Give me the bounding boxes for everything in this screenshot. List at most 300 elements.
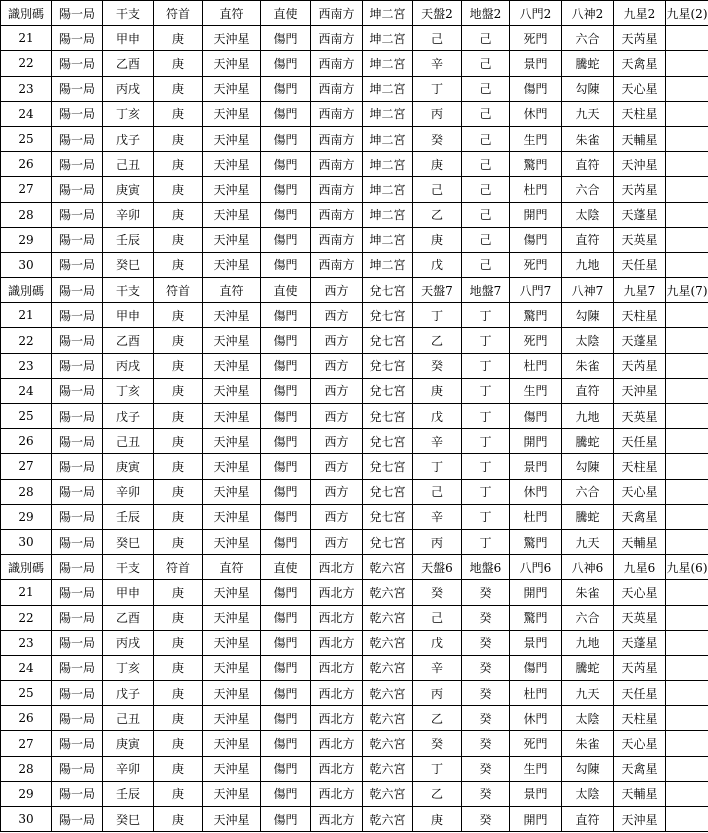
table-cell: 乙	[413, 328, 462, 353]
table-cell	[666, 807, 708, 832]
table-cell: 己	[413, 26, 462, 51]
table-cell: 騰蛇	[562, 504, 614, 529]
table-row	[1, 303, 708, 328]
table-cell: 庚	[154, 404, 203, 429]
table-cell: 癸	[413, 353, 462, 378]
table-cell: 西方	[311, 454, 363, 479]
header-cell: 直使	[261, 555, 311, 580]
table-cell: 天柱星	[614, 706, 666, 731]
header-cell: 九星6	[614, 555, 666, 580]
table-cell: 庚	[154, 781, 203, 806]
table-cell: 勾陳	[562, 756, 614, 781]
header-cell: 直符	[203, 278, 261, 303]
table-row	[1, 227, 708, 252]
table-cell: 27	[1, 731, 52, 756]
table-cell: 陽一局	[52, 479, 103, 504]
table-cell	[666, 479, 708, 504]
table-row	[1, 454, 708, 479]
table-row	[1, 126, 708, 151]
table-cell: 陽一局	[52, 126, 103, 151]
table-cell: 陽一局	[52, 807, 103, 832]
table-cell: 傷門	[261, 126, 311, 151]
header-cell: 符首	[154, 555, 203, 580]
table-row	[1, 404, 708, 429]
header-cell: 直使	[261, 1, 311, 26]
table-cell	[666, 126, 708, 151]
table-cell	[666, 51, 708, 76]
table-cell: 西方	[311, 429, 363, 454]
table-cell: 景門	[510, 51, 562, 76]
table-body	[1, 1, 708, 832]
table-cell: 天輔星	[614, 126, 666, 151]
table-cell: 丙戌	[103, 353, 154, 378]
table-cell: 戊子	[103, 126, 154, 151]
table-cell: 九天	[562, 101, 614, 126]
table-cell: 陽一局	[52, 152, 103, 177]
table-cell: 天沖星	[203, 807, 261, 832]
table-cell: 陽一局	[52, 781, 103, 806]
table-cell: 西方	[311, 529, 363, 554]
table-cell: 庚	[154, 454, 203, 479]
header-cell: 天盤6	[413, 555, 462, 580]
table-cell: 騰蛇	[562, 655, 614, 680]
table-cell	[666, 630, 708, 655]
table-cell: 庚	[154, 429, 203, 454]
table-cell: 天沖星	[203, 328, 261, 353]
table-cell	[666, 26, 708, 51]
table-cell: 太陰	[562, 706, 614, 731]
header-cell: 干支	[103, 278, 154, 303]
table-cell: 坤二宮	[363, 126, 413, 151]
table-cell	[666, 227, 708, 252]
table-cell: 天任星	[614, 681, 666, 706]
table-row	[1, 202, 708, 227]
table-cell: 西方	[311, 504, 363, 529]
table-cell: 西南方	[311, 227, 363, 252]
table-cell: 庚	[154, 252, 203, 277]
table-cell: 傷門	[261, 101, 311, 126]
header-cell: 八門6	[510, 555, 562, 580]
table-cell	[666, 605, 708, 630]
table-cell: 癸	[462, 630, 510, 655]
table-cell: 西北方	[311, 781, 363, 806]
table-cell: 傷門	[261, 605, 311, 630]
table-cell: 西南方	[311, 252, 363, 277]
table-cell: 九地	[562, 252, 614, 277]
table-cell: 庚	[154, 227, 203, 252]
table-row	[1, 529, 708, 554]
table-cell: 天柱星	[614, 454, 666, 479]
table-row	[1, 76, 708, 101]
table-cell: 太陰	[562, 328, 614, 353]
table-cell: 乾六宮	[363, 807, 413, 832]
header-cell: 地盤7	[462, 278, 510, 303]
table-cell: 庚	[154, 479, 203, 504]
table-cell: 坤二宮	[363, 152, 413, 177]
table-cell: 24	[1, 655, 52, 680]
table-row	[1, 504, 708, 529]
table-cell: 天沖星	[203, 731, 261, 756]
table-cell: 庚	[413, 807, 462, 832]
table-cell: 陽一局	[52, 252, 103, 277]
table-cell: 傷門	[261, 807, 311, 832]
table-cell: 傷門	[261, 252, 311, 277]
table-cell: 25	[1, 404, 52, 429]
table-cell: 六合	[562, 26, 614, 51]
table-cell: 坤二宮	[363, 202, 413, 227]
table-cell: 天沖星	[203, 580, 261, 605]
table-cell: 24	[1, 378, 52, 403]
table-cell: 23	[1, 76, 52, 101]
table-cell	[666, 580, 708, 605]
table-cell: 丁	[462, 353, 510, 378]
table-cell: 庚	[413, 152, 462, 177]
table-row	[1, 26, 708, 51]
table-row	[1, 781, 708, 806]
table-cell: 天沖星	[203, 681, 261, 706]
table-row	[1, 605, 708, 630]
table-cell: 杜門	[510, 177, 562, 202]
header-cell: 八神2	[562, 1, 614, 26]
table-cell: 庚	[154, 706, 203, 731]
table-cell: 西方	[311, 404, 363, 429]
table-cell: 辛	[413, 655, 462, 680]
header-cell: 符首	[154, 278, 203, 303]
table-cell: 景門	[510, 454, 562, 479]
table-cell: 陽一局	[52, 529, 103, 554]
table-cell: 丁	[413, 303, 462, 328]
table-cell	[666, 404, 708, 429]
table-row	[1, 177, 708, 202]
table-cell: 兌七宮	[363, 378, 413, 403]
table-cell: 丙戌	[103, 630, 154, 655]
table-cell: 兌七宮	[363, 353, 413, 378]
table-cell: 六合	[562, 479, 614, 504]
table-cell: 天芮星	[614, 26, 666, 51]
table-cell: 癸	[462, 731, 510, 756]
table-cell: 己	[462, 51, 510, 76]
table-cell: 陽一局	[52, 76, 103, 101]
header-cell: 九星(2)	[666, 1, 708, 26]
table-cell: 陽一局	[52, 731, 103, 756]
table-cell: 己	[413, 605, 462, 630]
table-cell: 28	[1, 202, 52, 227]
table-cell: 甲申	[103, 26, 154, 51]
table-cell: 癸	[462, 580, 510, 605]
table-cell: 傷門	[261, 177, 311, 202]
table-cell: 乾六宮	[363, 681, 413, 706]
table-cell: 傷門	[261, 378, 311, 403]
table-cell: 天蓬星	[614, 202, 666, 227]
table-cell: 陽一局	[52, 51, 103, 76]
table-cell: 天沖星	[203, 529, 261, 554]
table-cell: 傷門	[261, 227, 311, 252]
header-cell: 直符	[203, 1, 261, 26]
table-cell: 西北方	[311, 605, 363, 630]
table-cell: 天心星	[614, 76, 666, 101]
table-cell: 傷門	[261, 706, 311, 731]
table-cell: 27	[1, 177, 52, 202]
table-cell: 丁	[462, 479, 510, 504]
table-cell: 天心星	[614, 731, 666, 756]
table-cell: 景門	[510, 630, 562, 655]
table-cell: 癸	[413, 580, 462, 605]
table-cell: 西北方	[311, 681, 363, 706]
table-cell: 驚門	[510, 605, 562, 630]
header-cell: 九星7	[614, 278, 666, 303]
table-cell: 休門	[510, 101, 562, 126]
table-cell: 庚寅	[103, 454, 154, 479]
table-cell: 己	[462, 101, 510, 126]
table-cell: 驚門	[510, 152, 562, 177]
table-cell: 傷門	[261, 731, 311, 756]
table-cell: 天沖星	[203, 479, 261, 504]
table-cell: 乾六宮	[363, 706, 413, 731]
table-cell: 己	[462, 252, 510, 277]
table-cell: 六合	[562, 605, 614, 630]
header-cell: 干支	[103, 555, 154, 580]
table-cell: 騰蛇	[562, 51, 614, 76]
table-cell: 癸巳	[103, 529, 154, 554]
table-cell: 六合	[562, 177, 614, 202]
table-cell: 九地	[562, 630, 614, 655]
table-cell: 西南方	[311, 202, 363, 227]
header-cell: 陽一局	[52, 1, 103, 26]
table-cell: 天沖星	[203, 152, 261, 177]
table-cell: 杜門	[510, 353, 562, 378]
table-cell	[666, 378, 708, 403]
table-cell: 傷門	[261, 529, 311, 554]
table-cell: 丁	[462, 429, 510, 454]
header-cell: 符首	[154, 1, 203, 26]
table-cell: 坤二宮	[363, 26, 413, 51]
table-cell	[666, 76, 708, 101]
table-cell: 勾陳	[562, 454, 614, 479]
table-cell: 傷門	[261, 681, 311, 706]
table-cell: 辛卯	[103, 202, 154, 227]
table-cell: 天沖星	[203, 353, 261, 378]
table-cell: 天任星	[614, 429, 666, 454]
table-cell: 庚	[154, 202, 203, 227]
table-cell: 直符	[562, 152, 614, 177]
table-cell: 西方	[311, 303, 363, 328]
table-cell: 天輔星	[614, 781, 666, 806]
table-cell: 癸	[462, 706, 510, 731]
table-cell: 乙	[413, 202, 462, 227]
table-cell: 景門	[510, 781, 562, 806]
table-cell: 直符	[562, 227, 614, 252]
table-cell: 陽一局	[52, 202, 103, 227]
table-cell: 天蓬星	[614, 328, 666, 353]
table-cell: 辛卯	[103, 479, 154, 504]
table-cell: 辛卯	[103, 756, 154, 781]
table-cell: 天沖星	[203, 781, 261, 806]
table-cell: 天心星	[614, 580, 666, 605]
table-cell: 己	[413, 479, 462, 504]
table-cell: 天沖星	[203, 429, 261, 454]
table-cell: 乙酉	[103, 605, 154, 630]
header-cell: 兌七宮	[363, 278, 413, 303]
table-cell: 28	[1, 479, 52, 504]
table-cell: 己	[462, 126, 510, 151]
table-cell: 兌七宮	[363, 504, 413, 529]
table-cell	[666, 681, 708, 706]
table-cell: 25	[1, 681, 52, 706]
table-cell: 丁	[462, 328, 510, 353]
table-cell: 29	[1, 227, 52, 252]
table-cell: 天沖星	[203, 227, 261, 252]
table-cell: 庚	[154, 353, 203, 378]
table-row	[1, 328, 708, 353]
table-cell: 庚	[154, 630, 203, 655]
table-cell: 陽一局	[52, 630, 103, 655]
table-cell: 庚	[154, 76, 203, 101]
table-cell: 西南方	[311, 51, 363, 76]
table-cell: 兌七宮	[363, 454, 413, 479]
table-cell	[666, 177, 708, 202]
table-cell: 癸巳	[103, 252, 154, 277]
table-cell: 西南方	[311, 101, 363, 126]
table-row	[1, 731, 708, 756]
table-cell: 壬辰	[103, 227, 154, 252]
table-cell: 己	[462, 152, 510, 177]
header-row	[1, 1, 708, 26]
table-cell: 丁	[462, 404, 510, 429]
header-cell: 識別碼	[1, 555, 52, 580]
header-cell: 乾六宮	[363, 555, 413, 580]
table-cell: 傷門	[261, 454, 311, 479]
table-cell: 己	[462, 26, 510, 51]
table-cell: 乾六宮	[363, 605, 413, 630]
table-cell: 天英星	[614, 404, 666, 429]
table-cell: 22	[1, 51, 52, 76]
header-cell: 西方	[311, 278, 363, 303]
table-cell: 29	[1, 781, 52, 806]
table-cell: 天芮星	[614, 177, 666, 202]
table-cell: 陽一局	[52, 101, 103, 126]
header-cell: 天盤2	[413, 1, 462, 26]
table-cell: 丁	[413, 454, 462, 479]
table-cell: 29	[1, 504, 52, 529]
table-cell: 西北方	[311, 807, 363, 832]
table-cell: 丙	[413, 529, 462, 554]
table-row	[1, 807, 708, 832]
table-cell: 庚寅	[103, 177, 154, 202]
header-row	[1, 278, 708, 303]
table-cell: 傷門	[261, 429, 311, 454]
table-cell: 死門	[510, 252, 562, 277]
table-cell	[666, 303, 708, 328]
table-cell: 天蓬星	[614, 630, 666, 655]
header-cell: 干支	[103, 1, 154, 26]
table-cell: 丙戌	[103, 76, 154, 101]
table-cell: 庚	[154, 504, 203, 529]
table-cell: 乙	[413, 781, 462, 806]
table-cell: 陽一局	[52, 303, 103, 328]
table-cell: 戊	[413, 252, 462, 277]
table-cell: 丁	[413, 76, 462, 101]
table-cell: 乾六宮	[363, 655, 413, 680]
table-cell: 庚	[154, 51, 203, 76]
table-cell: 28	[1, 756, 52, 781]
table-row	[1, 479, 708, 504]
table-cell: 陽一局	[52, 353, 103, 378]
table-cell	[666, 504, 708, 529]
table-cell: 朱雀	[562, 126, 614, 151]
table-cell: 乾六宮	[363, 756, 413, 781]
table-cell: 陽一局	[52, 328, 103, 353]
table-cell: 天沖星	[203, 202, 261, 227]
table-cell: 西南方	[311, 26, 363, 51]
table-cell: 陽一局	[52, 26, 103, 51]
table-cell: 太陰	[562, 202, 614, 227]
table-cell: 西南方	[311, 76, 363, 101]
header-cell: 坤二宮	[363, 1, 413, 26]
table-cell: 天沖星	[203, 51, 261, 76]
table-cell: 庚	[154, 807, 203, 832]
header-cell: 八神7	[562, 278, 614, 303]
header-cell: 陽一局	[52, 555, 103, 580]
table-cell: 傷門	[261, 630, 311, 655]
table-cell: 乾六宮	[363, 731, 413, 756]
table-cell: 天沖星	[203, 706, 261, 731]
table-cell: 庚	[154, 303, 203, 328]
table-cell: 死門	[510, 26, 562, 51]
table-cell: 丁	[462, 303, 510, 328]
table-cell: 傷門	[261, 51, 311, 76]
table-cell: 陽一局	[52, 756, 103, 781]
table-cell: 西南方	[311, 177, 363, 202]
table-cell: 天沖星	[203, 303, 261, 328]
table-cell: 壬辰	[103, 504, 154, 529]
table-cell: 陽一局	[52, 504, 103, 529]
table-cell: 天沖星	[614, 152, 666, 177]
table-cell: 癸	[462, 681, 510, 706]
header-cell: 識別碼	[1, 1, 52, 26]
table-cell: 太陰	[562, 781, 614, 806]
table-cell: 癸	[462, 655, 510, 680]
table-cell: 庚	[154, 378, 203, 403]
table-cell: 乙酉	[103, 51, 154, 76]
table-cell: 朱雀	[562, 353, 614, 378]
table-cell: 西北方	[311, 630, 363, 655]
header-cell: 西南方	[311, 1, 363, 26]
table-cell: 壬辰	[103, 781, 154, 806]
table-row	[1, 756, 708, 781]
table-cell: 辛	[413, 429, 462, 454]
table-cell: 庚寅	[103, 731, 154, 756]
table-cell: 21	[1, 303, 52, 328]
table-cell: 天英星	[614, 605, 666, 630]
table-cell: 坤二宮	[363, 51, 413, 76]
table-cell: 勾陳	[562, 76, 614, 101]
table-row	[1, 655, 708, 680]
table-cell: 丁	[413, 756, 462, 781]
table-cell: 天芮星	[614, 353, 666, 378]
table-cell: 天柱星	[614, 303, 666, 328]
table-cell: 27	[1, 454, 52, 479]
table-cell: 傷門	[510, 404, 562, 429]
table-cell: 丙	[413, 681, 462, 706]
table-cell: 庚	[154, 177, 203, 202]
table-cell: 乙	[413, 706, 462, 731]
table-cell: 西方	[311, 479, 363, 504]
table-row	[1, 51, 708, 76]
table-cell: 丁	[462, 454, 510, 479]
table-cell: 天沖星	[203, 454, 261, 479]
table-cell: 西北方	[311, 580, 363, 605]
table-cell: 勾陳	[562, 303, 614, 328]
